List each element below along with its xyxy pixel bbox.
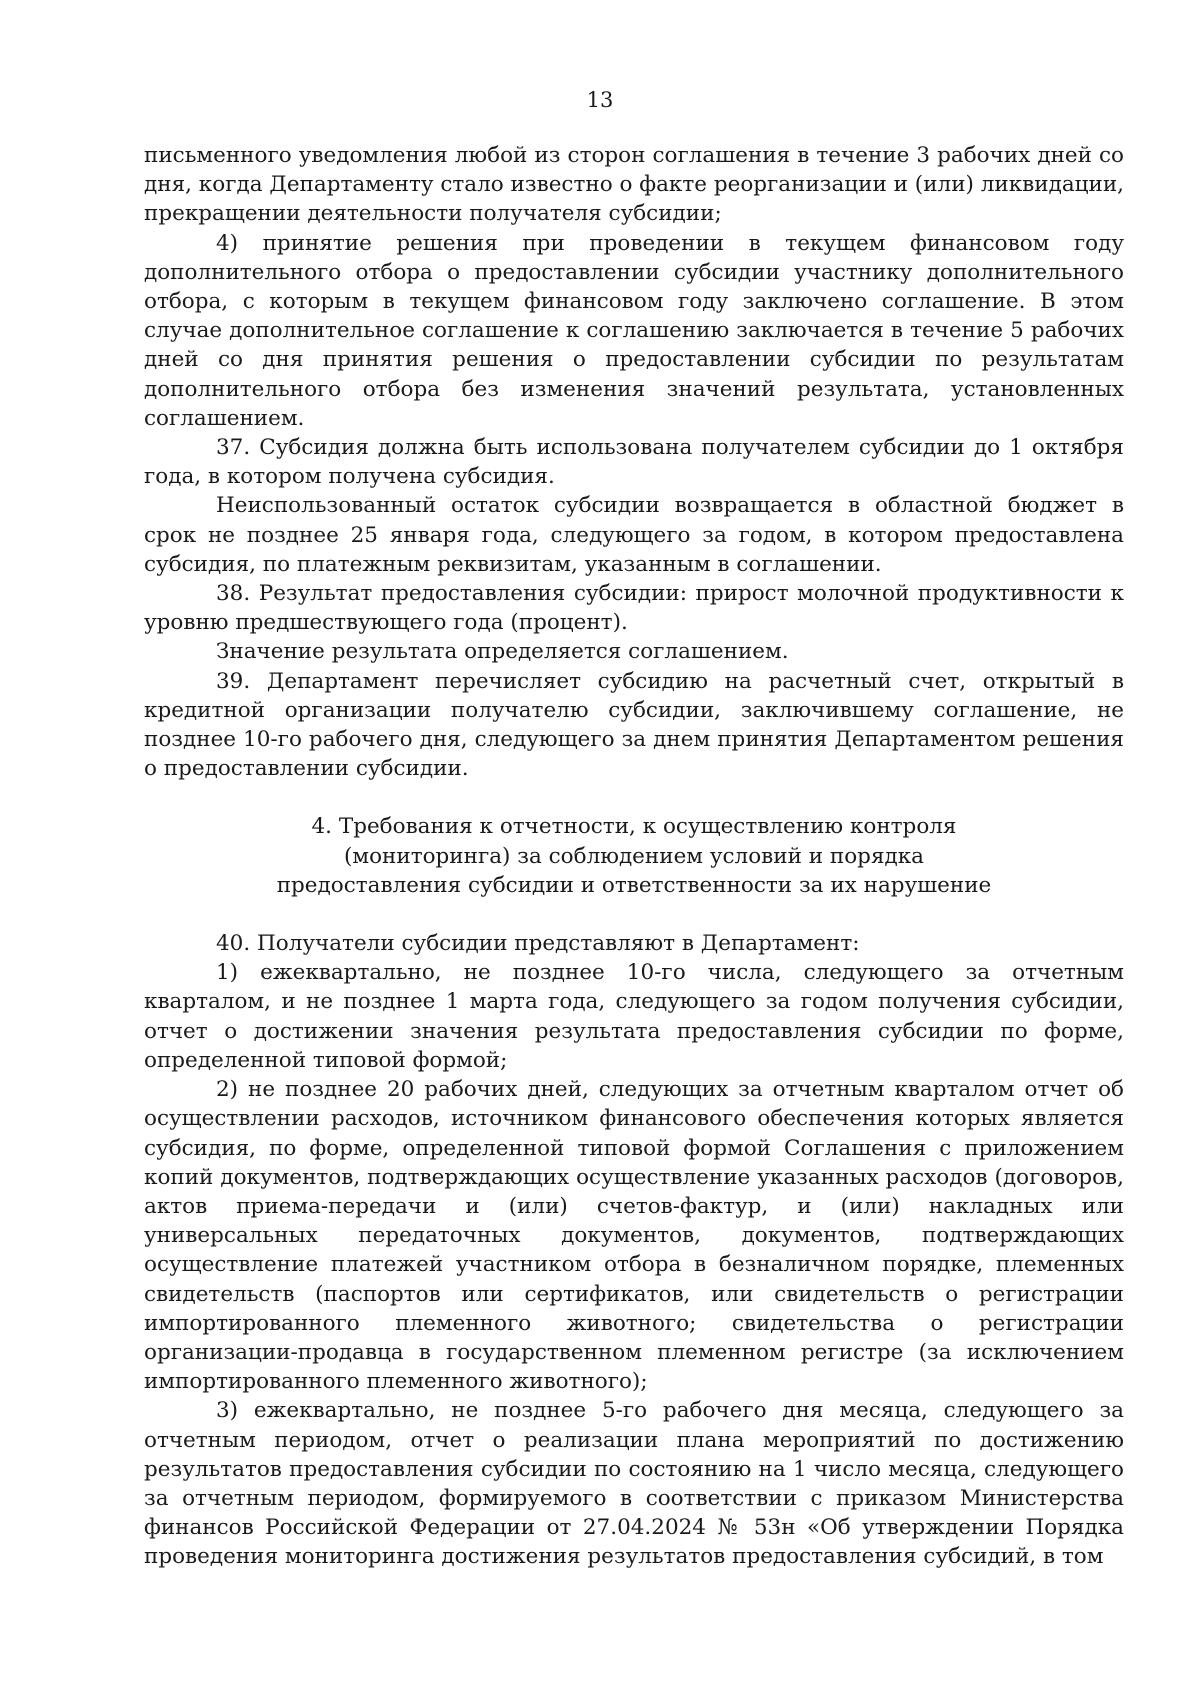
paragraph-40-item-2: 2) не позднее 20 рабочих дней, следующих за отчетным кварталом отчет об осуществлении расходов, источником финансового обеспечения которых является субсидия, по форме, определенной типовой формой Соглашения с приложением копий документов, подтверждающих осуществление указанных расходов (договоров, актов приема-передачи и (или) счетов-фактур, и (или) накладных или универсальных передаточных документов, документов, подтверждающих осуществление платежей участником отбора в безналичном порядке, племенных свидетельств (паспортов или сертификатов, или свидетельств о регистрации импортированного племенного животного; свидетельства о регистрации организации-продавца в государственном племенном регистре (за исключением импортированного племенного животного);	[144, 1077, 1124, 1395]
paragraph-38: 38. Результат предоставления субсидии: прирост молочной продуктивности к уровню предшествующего года (процент).	[144, 581, 1124, 636]
paragraph-40-item-1: 1) ежеквартально, не позднее 10-го числа, следующего за отчетным кварталом, и не позднее 1 марта года, следующего за годом получения субсидии, отчет о достижении значения результата предоставления субсидии по форме, определенной типовой формой;	[144, 960, 1124, 1073]
section-heading-line: предоставления субсидии и ответственности за их нарушение	[276, 872, 992, 898]
document-body	[144, 141, 1124, 1572]
paragraph-37: 37. Субсидия должна быть использована получателем субсидии до 1 октября года, в котором получена субсидия.	[144, 435, 1124, 490]
paragraph-39: 39. Департамент перечисляет субсидию на расчетный счет, открытый в кредитной организации получателю субсидии, заключившему соглашение, не позднее 10-го рабочего дня, следующего за днем принятия Департаментом решения о предоставлении субсидии.	[144, 668, 1124, 782]
page-number: 13	[586, 88, 614, 112]
section-heading-line: 4. Требования к отчетности, к осуществлению контроля	[311, 814, 957, 840]
paragraph-continuation: письменного уведомления любой из сторон соглашения в течение 3 рабочих дней со дня, когда Департаменту стало известно о факте реорганизации и (или) ликвидации, прекращении деятельности получателя субсидии;	[144, 143, 1124, 227]
paragraph-unused-remainder: Неиспользованный остаток субсидии возвращается в областной бюджет в срок не позднее 25 января года, следующего за годом, в котором предоставлена субсидия, по платежным реквизитам, указанным в соглашении.	[144, 493, 1124, 577]
paragraph-40-item-3: 3) ежеквартально, не позднее 5-го рабочего дня месяца, следующего за отчетным периодом, отчет о реализации плана мероприятий по достижению результатов предоставления субсидии по состоянию на 1 число месяца, следующего за отчетным периодом, формируемого в соответствии с приказом Министерства финансов Российской Федерации от 27.04.2024 № 53н «Об утверждении Порядка проведения мониторинга достижения результатов предоставления субсидий, в том	[144, 1398, 1124, 1570]
paragraph-item-4: 4) принятие решения при проведении в текущем финансовом году дополнительного отбора о предоставлении субсидии участнику дополнительного отбора, с которым в текущем финансовом году заключено соглашение. В этом случае дополнительное соглашение к соглашению заключается в течение 5 рабочих дней со дня принятия решения о предоставлении субсидии по результатам дополнительного отбора без изменения значений результата, установленных соглашением.	[144, 230, 1124, 431]
paragraph-40: 40. Получатели субсидии представляют в Департамент:	[216, 931, 860, 957]
section-heading	[144, 812, 1124, 900]
paragraph-result-value: Значение результата определяется соглашением.	[216, 639, 789, 665]
section-heading-line: (мониторинга) за соблюдением условий и порядка	[343, 843, 925, 869]
